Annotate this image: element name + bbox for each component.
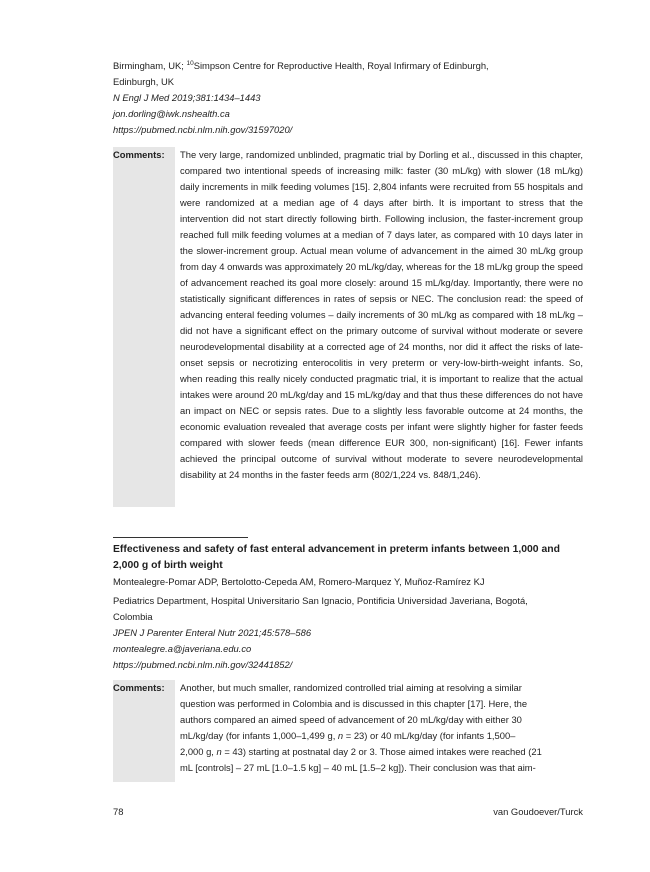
journal-citation: N Engl J Med 2019;381:1434–1443 (113, 92, 261, 103)
article-title: Effectiveness and safety of fast enteral advancement in preterm infants between 1,000 and 2,000 g of birth weight (113, 544, 560, 571)
comments-label: Comments: (113, 682, 165, 693)
affiliation-superscript: 10 (186, 60, 194, 67)
comments-label-background (113, 147, 175, 507)
pubmed-link[interactable]: https://pubmed.ncbi.nlm.nih.gov/32441852/ (113, 659, 293, 670)
reference-block-2 (113, 574, 583, 673)
reference-block-1 (113, 58, 583, 138)
running-head: van Goudoever/Turck (493, 806, 583, 817)
comments-text: The very large, randomized unblinded, pragmatic trial by Dorling et al., discussed in this chapter, compared two intentional speeds of increasing milk: faster (30 mL/kg) with slower (18 mL/kg) daily increments in milk feeding volumes [15]. 2,804 infants were recruited from 55 hospitals and were randomized at a median age of 4 days after birth. It is important to stress that the intervention did not start directly following birth. Following inclusion, the faster-increment group reached full milk feeding volumes at a median of 7 days later, as compared with 10 days later in the slower-increment group. Actual mean volume of advancement in the aimed 30 mL/kg group from day 4 onwards was approximately 20 mL/kg/day, whereas for the 18 mL/kg group the speed of advancement reached its goal more closely: around 15 mL/kg/day. Importantly, there were no statistically significant differences in rates of sepsis or NEC. The conclusion read: the speed of advancing enteral feeding volumes – daily increments of 30 mL/kg as compared with 18 mL/kg – did not have a significant effect on the primary outcome of survival without moderate or severe neurodevelopmental disability at a corrected age of 24 months, nor did it affect the risks of late-onset sepsis or necrotizing enterocolitis in very preterm or very-low-birth-weight infants. So, when reading this really nicely conducted pragmatic trial, it is important to realize that the actual intakes were around 20 mL/kg/day and 15 mL/kg/day and that thus these differences do not have an impact on NEC or sepsis rates. Due to a slightly less favorable outcome at 24 months, the economic evaluation revealed that average costs per infant were slightly higher for faster feeds compared with slower feeds (mean difference EUR 300, non-significant) [16]. Fewer infants achieved the principal outcome of survival without moderate to severe neurodevelopmental disability at 24 months in the faster feeds arm (802/1,224 vs. 848/1,246). (180, 149, 583, 480)
comments-block-2 (113, 680, 583, 782)
pubmed-link[interactable]: https://pubmed.ncbi.nlm.nih.gov/31597020/ (113, 124, 293, 135)
affiliation-line: Colombia (113, 611, 153, 622)
affiliation-line: Birmingham, UK; $^{10}$Simpson Centre for Reproductive Health, Royal Infirmary of Edinburgh, (113, 60, 489, 71)
page-number: 78 (113, 806, 124, 817)
comments-text: Another, but much smaller, randomized controlled trial aiming at resolving a similar question was performed in Colombia and is discussed in this chapter [17]. Here, the authors compared an aimed speed of advancement of 20 mL/kg/day with either 30 mL/kg/day (for infants 1,000–1,499 g, n = 23) or 40 mL/kg/day (for infants 1,500– 2,000 g, n = 43) starting at postnatal day 2 or 3. Those aimed intakes were reached (21 mL [controls] – 27 mL [1.0–1.5 kg] – 40 mL [1.5–2 kg]). Their conclusion was that aim- (180, 682, 542, 773)
affiliation-line: Pediatrics Department, Hospital Universitario San Ignacio, Pontificia Universidad Javeriana, Bogotá, (113, 595, 528, 606)
author-email[interactable]: jon.dorling@iwk.nshealth.ca (113, 108, 230, 119)
comments-block-1 (113, 147, 583, 507)
journal-citation: JPEN J Parenter Enteral Nutr 2021;45:578–586 (113, 627, 312, 638)
comments-label: Comments: (113, 149, 165, 160)
affiliation-line: Edinburgh, UK (113, 76, 174, 87)
author-email[interactable]: montealegre.a@javeriana.edu.co (113, 643, 252, 654)
section-divider (113, 537, 248, 538)
authors: Montealegre-Pomar ADP, Bertolotto-Cepeda AM, Romero-Marquez Y, Muñoz-Ramírez KJ (113, 576, 485, 587)
